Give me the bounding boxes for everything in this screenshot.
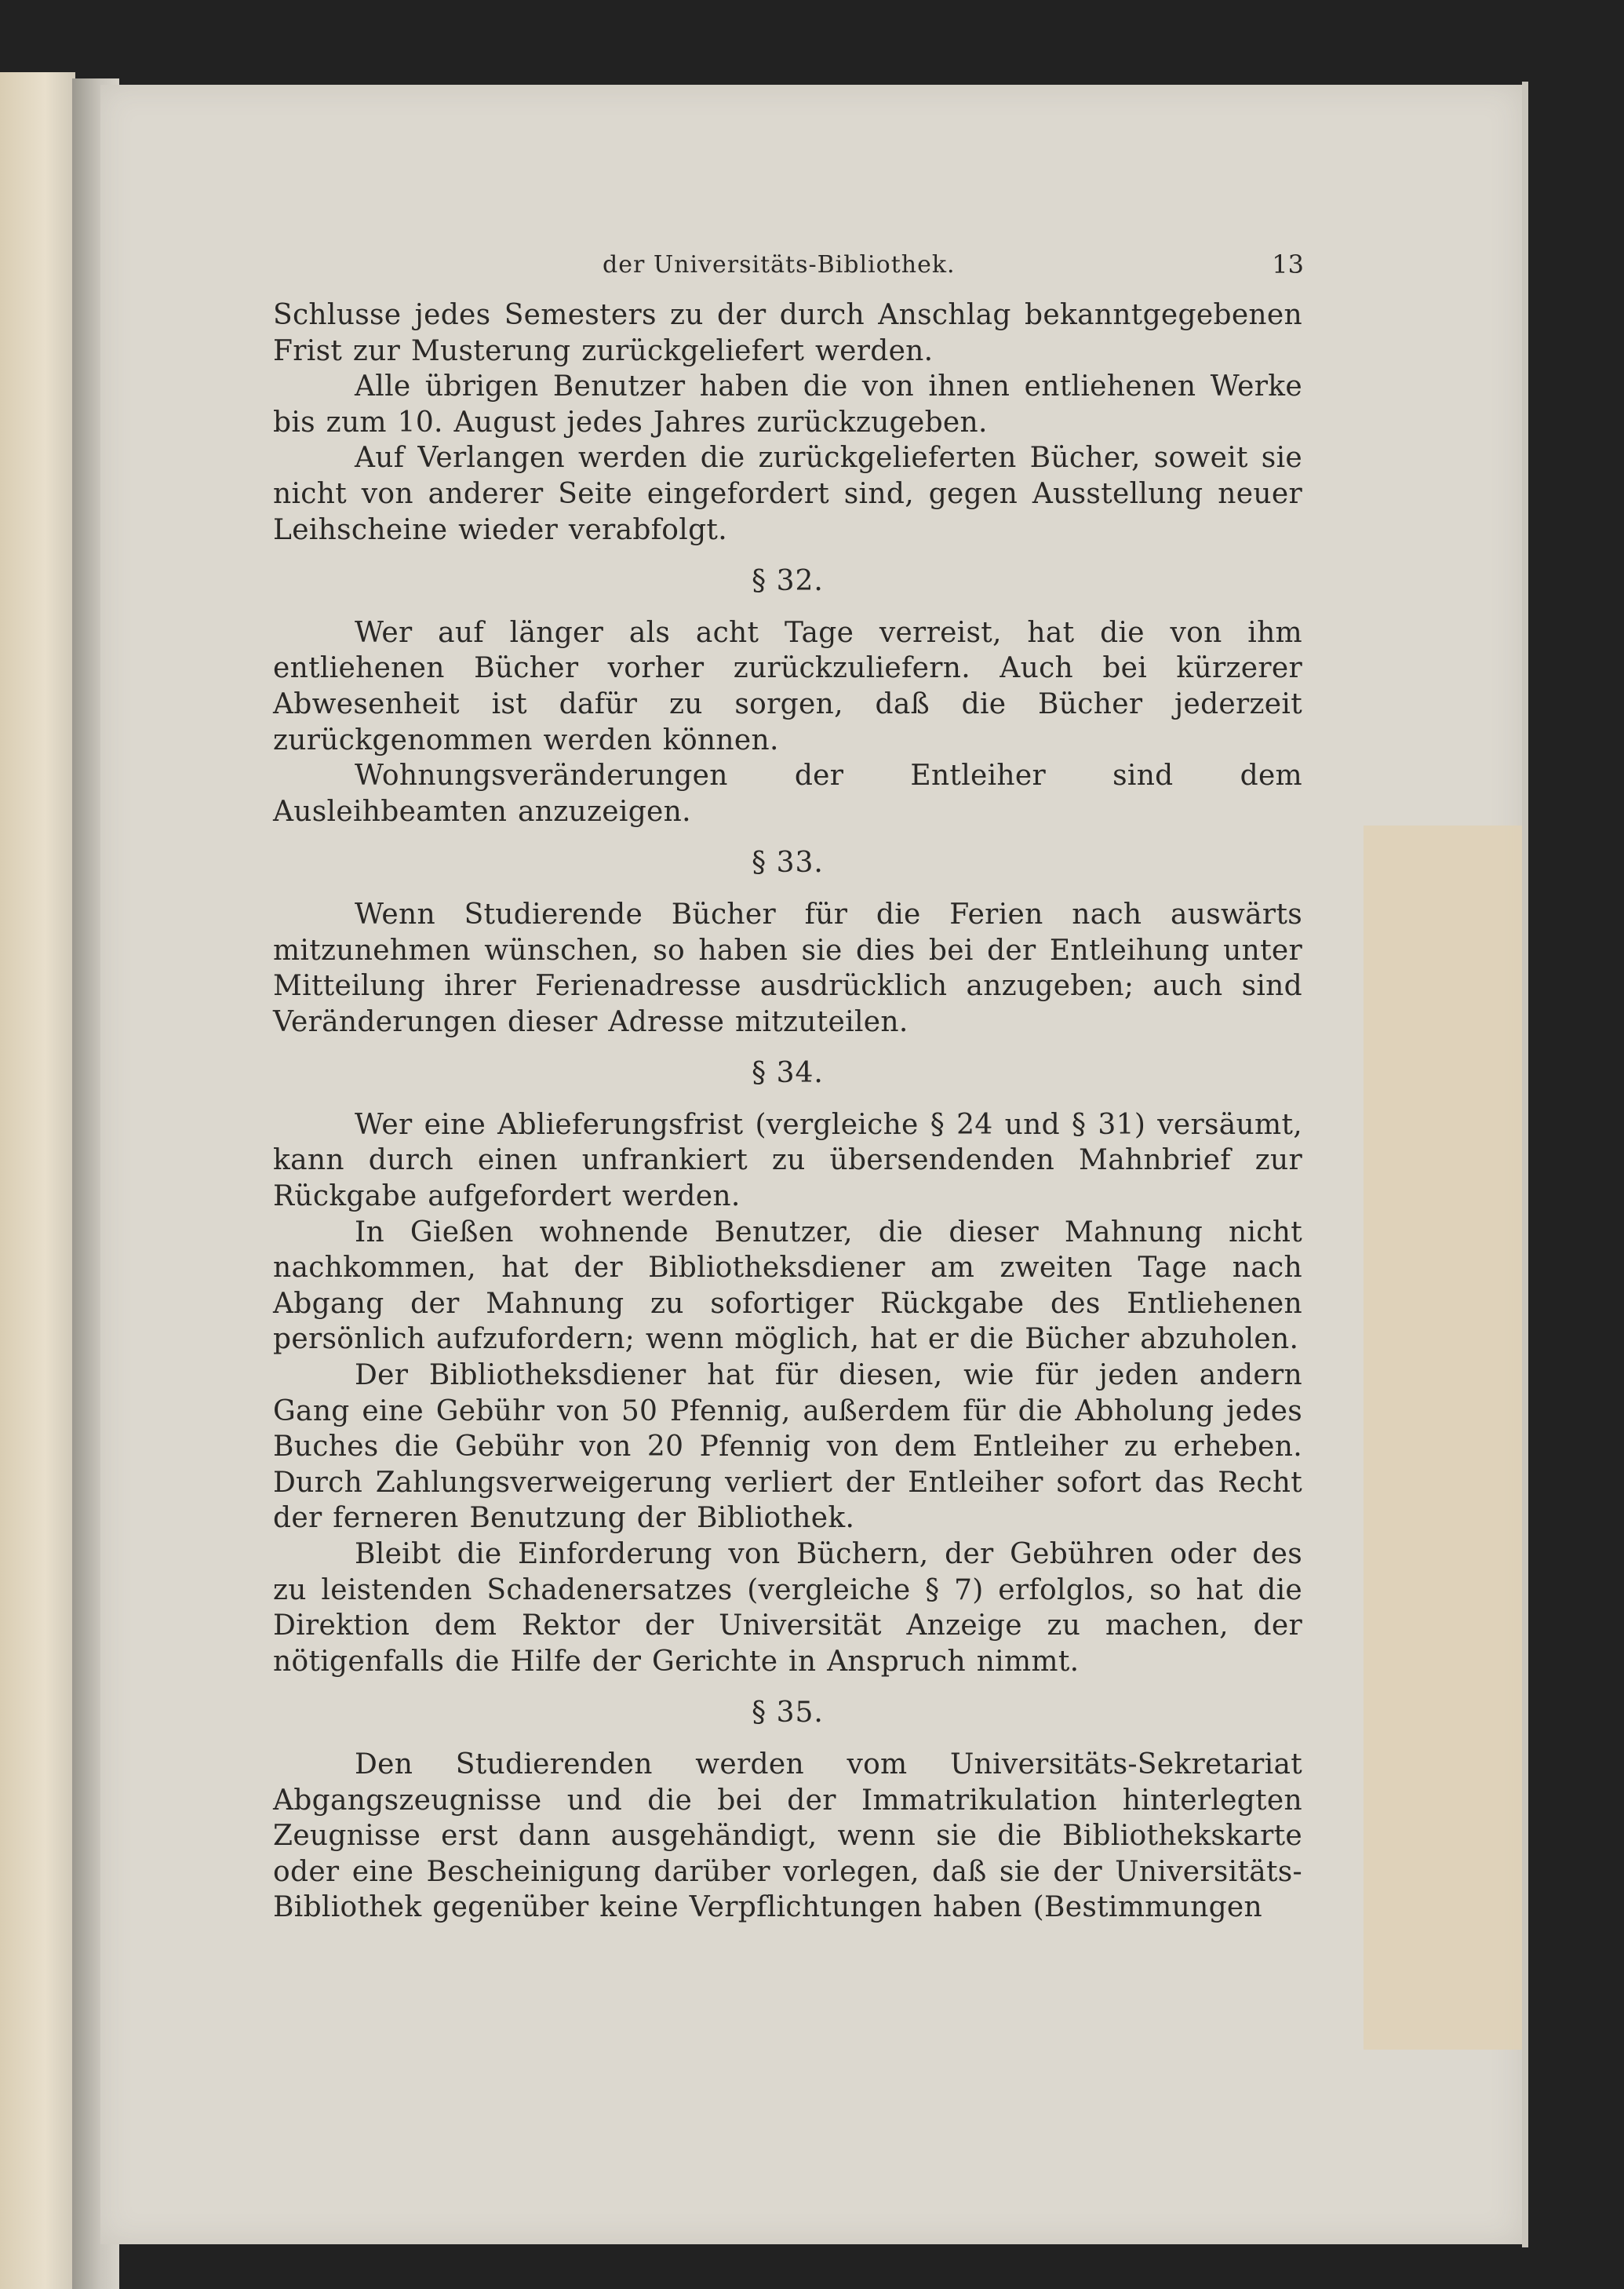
running-head [273, 247, 1302, 290]
paragraph: Der Bibliotheksdiener hat für diesen, wie für jeden andern Gang eine Gebühr von 50 Pfennig, außerdem für die Abholung jedes Buches die Gebühr von 20 Pfennig von dem Entleiher zu erheben. Durch Zahlungsverweigerung verliert der Entleiher sofort das Recht der ferneren Benutzung der Bibliothek. [273, 1359, 1302, 1535]
paragraph: Den Studierenden werden vom Universitäts-Sekretariat Abgangszeugnisse und die bei der Immatrikulation hinterlegten Zeugnisse erst dann ausgehändigt, wenn sie die Bibliothekskarte oder eine Bescheinigung darüber vorlegen, daß sie der Universitäts-Bibliothek gegenüber keine Verpflichtungen haben (Bestimmungen [273, 1748, 1302, 1924]
previous-page-edge [0, 72, 75, 2289]
running-head-title: der Universitäts-Bibliothek. [603, 251, 956, 279]
section-heading: § 33. [752, 847, 824, 880]
paragraph: Wenn Studierende Bücher für die Ferien nach auswärts mitzunehmen wünschen, so haben sie dies bei der Entleihung unter Mitteilung ihrer Ferienadresse ausdrücklich anzugeben; auch sind Veränderungen dieser Adresse mitzuteilen. [273, 898, 1302, 1038]
paragraph: Wohnungsveränderungen der Entleiher sind dem Ausleihbeamten anzuzeigen. [273, 760, 1302, 828]
page-text [273, 247, 1302, 1926]
paragraph: Bleibt die Einforderung von Büchern, der Gebühren oder des zu leistenden Schadenersatzes (vergleiche § 7) erfolglos, so hat die Direktion dem Rektor der Universität Anzeige zu machen, der nötigenfalls die Hilfe der Gerichte in Anspruch nimmt. [273, 1538, 1302, 1678]
paper-marker-strip [1364, 826, 1522, 2050]
paragraph: Wer auf länger als acht Tage verreist, hat die von ihm entliehenen Bücher vorher zurückzuliefern. Auch bei kürzerer Abwesenheit ist dafür zu sorgen, daß die Bücher jederzeit zurückgenommen werden können. [273, 616, 1302, 756]
paragraph: In Gießen wohnende Benutzer, die dieser Mahnung nicht nachkommen, hat der Bibliotheksdiener am zweiten Tage nach Abgang der Mahnung zu sofortiger Rückgabe des Entliehenen persönlich aufzufordern; wenn möglich, hat er die Bücher abzuholen. [273, 1216, 1302, 1356]
page-edge [1522, 82, 1528, 2247]
section-heading: § 32. [752, 565, 824, 598]
page-number: 13 [1272, 250, 1304, 279]
paragraph: Auf Verlangen werden die zurückgelieferten Bücher, soweit sie nicht von anderer Seite eingefordert sind, gegen Ausstellung neuer Leihscheine wieder verabfolgt. [273, 442, 1302, 546]
section-heading: § 35. [752, 1697, 824, 1730]
section-heading: § 34. [752, 1057, 824, 1090]
paragraph: Alle übrigen Benutzer haben die von ihnen entliehenen Werke bis zum 10. August jedes Jahres zurückzugeben. [273, 370, 1302, 439]
paragraph: Schlusse jedes Semesters zu der durch Anschlag bekanntgegebenen Frist zur Musterung zurückgeliefert werden. [273, 299, 1302, 367]
paragraph: Wer eine Ablieferungsfrist (vergleiche § 24 und § 31) versäumt, kann durch einen unfrankiert zu übersendenden Mahnbrief zur Rückgabe aufgefordert werden. [273, 1108, 1302, 1213]
